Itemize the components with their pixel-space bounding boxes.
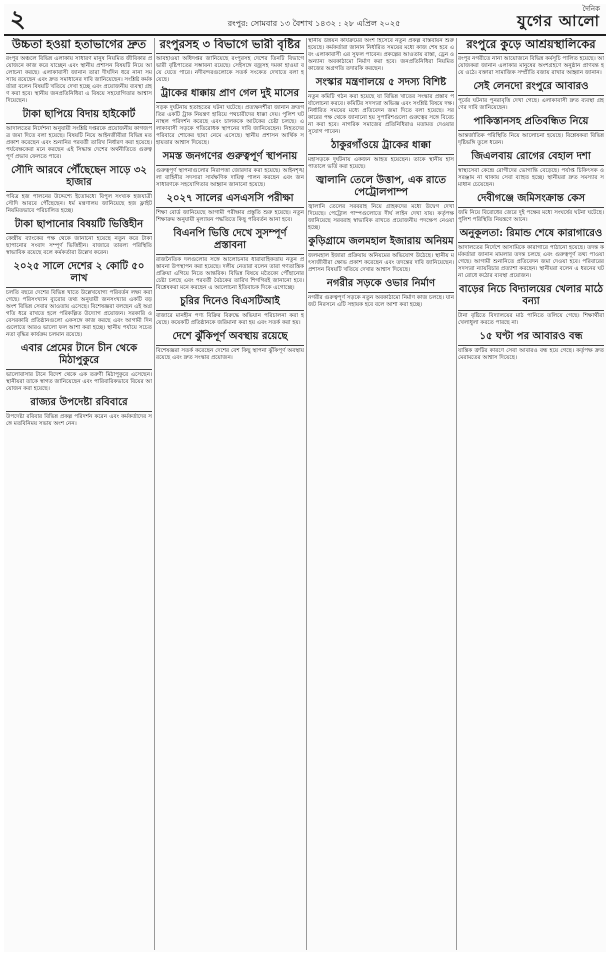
dateline: রংপুর: সোমবার ১৩ বৈশাখ ১৪৩২ : ২৮ এপ্রিল ২০২৫ <box>227 19 401 28</box>
column-3 <box>308 38 454 950</box>
article-headline: এবার প্রেমের টানে চীন থেকে মিঠাপুকুরে <box>6 343 152 370</box>
news-article <box>6 261 152 339</box>
article-body: জলমহাল ইজারা প্রক্রিয়ায় অনিয়মের অভিযোগ উঠেছে। স্থানীয় মৎস্যজীবীরা ক্ষোভ প্রকাশ করেছেন এবং তদন্তের দাবি জানিয়েছেন। প্রশাসন বিষয়টি খতিয়ে দেখার আশ্বাস দিয়েছে। <box>308 253 454 273</box>
article-body: চলতি বছরে দেশের বিভিন্ন খাতে উল্লেখযোগ্য পরিবর্তন লক্ষ্য করা গেছে। পরিসংখ্যান ব্যুরোর তথ্য অনুযায়ী জনসংখ্যার একটি বড় অংশ বিভিন্ন সেবার আওতায় এসেছে। বিশেষজ্ঞরা বলছেন এই অগ্রগতি ধরে রাখতে হলে পরিকল্পিত উদ্যোগ প্রয়োজন। সরকারি ও বেসরকারি প্রতিষ্ঠানগুলো একসঙ্গে কাজ করছে এবং আগামী দিনগুলোতে আরও ভালো ফল আশা করা হচ্ছে। স্থানীয় পর্যায়ে সচেতনতা বৃদ্ধির কার্যক্রম চলমান রয়েছে। <box>6 290 152 338</box>
article-headline: সংস্কার মন্ত্রণালয়ে ৫ সদস্য বিশিষ্ট <box>308 77 454 92</box>
article-headline: বাড়ের নিচে বিদ্যালয়ের খেলার মাঠে বন্যা <box>458 284 604 311</box>
article-headline: টাকা ছাপিয়ে বিদায় হাইকোর্ট <box>6 109 152 124</box>
article-body: বিশেষজ্ঞরা সতর্ক করেছেন দেশের বেশ কিছু স্থাপনা ঝুঁকিপূর্ণ অবস্থায় রয়েছে এবং দ্রুত সংস্কার প্রয়োজন। <box>156 348 304 361</box>
news-article <box>458 228 604 280</box>
column-1 <box>6 38 152 950</box>
news-article <box>6 397 152 428</box>
article-body: সড়ক দুর্ঘটনায় হতাহতের ঘটনা ঘটেছে। প্রত্যক্ষদর্শীরা জানান দ্রুতগতির একটি ট্রাক নিয়ন্ত্রণ হারিয়ে পথচারীদের ধাক্কা দেয়। পুলিশ ঘটনাস্থল পরিদর্শন করেছে এবং চালককে আটকের চেষ্টা চলছে। এলাকাবাসী সড়কে গতিরোধক স্থাপনের দাবি জানিয়েছেন। নিহতদের পরিবারে শোকের ছায়া নেমে এসেছে। স্থানীয় প্রশাসন আর্থিক সহায়তার আশ্বাস দিয়েছে। <box>156 105 304 146</box>
news-article <box>156 88 304 147</box>
article-body: যান্ত্রিক ত্রুটির কারণে সেবা আবারও বন্ধ হয়ে গেছে। কর্তৃপক্ষ দ্রুত মেরামতের আশ্বাস দিয়েছে। <box>458 348 604 361</box>
article-body: নগরীর গুরুত্বপূর্ণ সড়কে নতুন অবকাঠামো নির্মাণ কাজ চলছে। যানজট নিরসনে এটি সহায়ক হবে বলে আশা করা হচ্ছে। <box>308 295 454 308</box>
news-article <box>156 151 304 189</box>
article-body: রংপুর অঞ্চলে বিভিন্ন এলাকায় সাধারণ মানুষ নিয়মিত জীবিকার প্রয়োজনে কাজ করে যাচ্ছেন এবং স্থানীয় প্রশাসন বিষয়টি নিয়ে আলোচনা করছে। এলাকাবাসী জানান তারা দীর্ঘদিন ধরে নানা সমস্যায় রয়েছেন এবং দ্রুত সমাধানের দাবি জানিয়েছেন। সংশ্লিষ্ট কর্মকর্তারা বলেন বিষয়টি খতিয়ে দেখা হচ্ছে এবং প্রয়োজনীয় ব্যবস্থা গ্রহণ করা হবে। স্থানীয় জনপ্রতিনিধিরা এ বিষয়ে সহযোগিতার আশ্বাস দিয়েছেন। <box>6 56 152 104</box>
news-article <box>458 284 604 327</box>
article-body: রাজনৈতিক দলগুলোর সঙ্গে আলোচনার ধারাবাহিকতায় নতুন প্রস্তাবনা উপস্থাপন করা হয়েছে। দলীয় নেতারা বলেন তারা গণতান্ত্রিক প্রক্রিয়া এগিয়ে নিতে আন্তরিক। বিভিন্ন বিষয়ে মতৈক্যে পৌঁছানোর চেষ্টা চলছে এবং পরবর্তী বৈঠকের তারিখ শিগগিরই জানানো হবে। বিশ্লেষকরা মনে করছেন এ আলোচনা ইতিবাচক দিকে এগোচ্ছে। <box>156 257 304 291</box>
news-article <box>156 296 304 327</box>
article-headline: ট্রাকের ধাক্কায় প্রাণ গেল দুই মাসের <box>156 88 304 103</box>
article-body: আবহাওয়া অধিদপ্তর জানিয়েছে রংপুরসহ দেশের তিনটি বিভাগে ভারী বৃষ্টিপাতের সম্ভাবনা রয়েছে। সেইসঙ্গে বজ্রসহ দমকা হাওয়া বয়ে যেতে পারে। নদীবন্দরগুলোকে সতর্ক সংকেত দেখাতে বলা হয়েছে। <box>156 56 304 83</box>
article-headline: সৌদি আরবে পৌঁছেছেন সাড়ে ৩২ হাজার <box>6 165 152 192</box>
article-body: মহাসড়কে দুর্ঘটনায় একজন আহত হয়েছেন। তাকে স্থানীয় হাসপাতালে ভর্তি করা হয়েছে। <box>308 157 454 170</box>
article-headline: টাকা ছাপানোর বিষয়টি ভিত্তিহীন <box>6 219 152 234</box>
news-article <box>156 38 304 84</box>
news-article <box>458 38 604 77</box>
article-headline: ২০২৭ সালের এসএসসি পরীক্ষা <box>156 193 304 208</box>
news-article <box>458 116 604 147</box>
masthead <box>4 4 606 36</box>
news-article <box>458 151 604 189</box>
logo-line2: যুগের আলো <box>516 12 600 30</box>
article-body: ভালোবাসার টানে বিদেশ থেকে এক তরুণী মিঠাপুকুরে এসেছেন। স্থানীয়রা তাকে স্বাগত জানিয়েছেন এবং পারিবারিকভাবে বিয়ের আয়োজন করা হয়েছে। <box>6 372 152 392</box>
news-article <box>308 77 454 136</box>
column-2 <box>156 38 304 950</box>
article-body: উপদেষ্টা রবিবার বিভিন্ন প্রকল্প পরিদর্শন করেন এবং কর্মকর্তাদের সঙ্গে মতবিনিময় সভায় অংশ নেন। <box>6 414 152 427</box>
article-headline: দেশে ঝুঁকিপূর্ণ অবস্থায় রয়েছে <box>156 331 304 346</box>
article-body: স্বাস্থ্যসেবা কেন্দ্রে রোগীদের ভোগান্তি বেড়েছে। পর্যাপ্ত চিকিৎসক ও সরঞ্জাম না থাকায় সেবা ব্যাহত হচ্ছে। স্থানীয়রা দ্রুত সমস্যার সমাধান চেয়েছেন। <box>458 168 604 188</box>
article-headline: জ্বালানি তেলে উত্তাপ, এক রাতে পেট্রোলপাম্প <box>308 175 454 202</box>
news-article <box>6 165 152 215</box>
article-headline: বিএনপি ভিত্তি দেখে সুসম্পূর্ণ প্রস্তাবনা <box>156 228 304 255</box>
article-body: পূর্বের ঘটনার পুনরাবৃত্তি দেখা গেছে। এলাকাবাসী দ্রুত ব্যবস্থা গ্রহণের দাবি জানিয়েছেন। <box>458 98 604 111</box>
news-article <box>308 38 454 73</box>
news-article <box>156 228 304 292</box>
article-body: কেন্দ্রীয় ব্যাংকের পক্ষ থেকে জানানো হয়েছে নতুন করে টাকা ছাপানোর সংবাদ সম্পূর্ণ ভিত্তিহীন। বাজারে তারল্য পরিস্থিতি স্বাভাবিক রয়েছে বলে কর্মকর্তারা উল্লেখ করেন। <box>6 236 152 256</box>
news-article <box>156 331 304 362</box>
newspaper-logo <box>508 5 600 31</box>
article-body: বাজারে মানহীন পণ্য বিক্রির বিরুদ্ধে অভিযান পরিচালনা করা হয়েছে। কয়েকটি প্রতিষ্ঠানকে জরিমানা করা হয় এবং সতর্ক করা হয়। <box>156 313 304 326</box>
logo-line1: দৈনিক <box>582 5 600 13</box>
news-article <box>458 193 604 224</box>
article-headline: রংপুরসহ ৩ বিভাগে ভারী বৃষ্টির <box>156 38 304 54</box>
article-body: আদালতের নির্দেশনা অনুযায়ী সংশ্লিষ্ট দপ্তরকে প্রয়োজনীয় কাগজপত্র জমা দিতে বলা হয়েছে। বিষয়টি নিয়ে আইনজীবীরা বিভিন্ন মত প্রকাশ করেছেন এবং শুনানির পরবর্তী তারিখ নির্ধারণ করা হয়েছে। পর্যবেক্ষকেরা মনে করছেন এই সিদ্ধান্ত দেশের অর্থনীতিতে গুরুত্বপূর্ণ প্রভাব ফেলতে পারে। <box>6 126 152 160</box>
article-body: গুরুত্বপূর্ণ স্থাপনাগুলোর নিরাপত্তা জোরদার করা হয়েছে। আইনশৃঙ্খলা বাহিনীর সদস্যরা সার্বক্ষণিক দায়িত্ব পালন করছেন এবং জনসাধারণকে সহযোগিতার আহ্বান জানানো হয়েছে। <box>156 168 304 188</box>
article-headline: কুড়িগ্রামে জলমহাল ইজারায় অনিয়ম <box>308 236 454 251</box>
article-body: শিক্ষা বোর্ড জানিয়েছে আগামী পরীক্ষার প্রস্তুতি শুরু হয়েছে। নতুন শিক্ষাক্রম অনুযায়ী মূল্যায়ন পদ্ধতিতে কিছু পরিবর্তন আনা হবে। <box>156 210 304 223</box>
article-headline: রাজ্যর উপদেষ্টা রবিবারে <box>6 397 152 412</box>
article-headline: ঠাকুরগাঁওয়ে ট্রাকের ধাক্কা <box>308 140 454 155</box>
news-article <box>308 236 454 274</box>
article-body: আদালতের নির্দেশে আসামিকে কারাগারে পাঠানো হয়েছে। তদন্ত কর্মকর্তারা জানান মামলার তদন্ত চলছে এবং গুরুত্বপূর্ণ তথ্য পাওয়া গেছে। আগামী শুনানিতে প্রতিবেদন জমা দেওয়া হবে। পরিবারের সদস্যরা ন্যায়বিচার প্রত্যাশা করছেন। স্থানীয়রা বলেন এ ধরনের ঘটনা রোধে কঠোর ব্যবস্থা প্রয়োজন। <box>458 245 604 279</box>
article-headline: নগরীর সড়কে ওভার নির্মাণ <box>308 278 454 293</box>
column-rule <box>306 38 307 950</box>
news-article <box>6 109 152 161</box>
article-headline: দেবীগঞ্জে জমিসংক্রান্ত কেস <box>458 193 604 208</box>
news-article <box>308 278 454 309</box>
page-number: ২ <box>10 4 26 33</box>
news-article <box>6 343 152 393</box>
article-body: জমি নিয়ে বিরোধের জেরে দুই পক্ষের মধ্যে সংঘর্ষের ঘটনা ঘটেছে। পুলিশ পরিস্থিতি নিয়ন্ত্রণে আনে। <box>458 210 604 223</box>
news-article <box>6 219 152 257</box>
article-headline: চুরির দিনেও বিএসটিআই <box>156 296 304 311</box>
article-headline: সেই লেনদো রংপুরে আবারও <box>458 81 604 96</box>
article-headline: জিএলবায় রোগের বেহাল দশা <box>458 151 604 166</box>
column-rule <box>456 38 457 950</box>
column-4 <box>458 38 604 950</box>
article-body: নতুন কমিটি গঠন করা হয়েছে যা বিভিন্ন খাতের সংস্কার প্রস্তাব পর্যালোচনা করবে। কমিটির সদস্যরা অভিজ্ঞ এবং সংশ্লিষ্ট বিষয়ে দক্ষ। নির্ধারিত সময়ের মধ্যে প্রতিবেদন জমা দিতে বলা হয়েছে। সরকারের পক্ষ থেকে জানানো হয় সুপারিশগুলো গুরুত্বের সঙ্গে বিবেচনা করা হবে। নাগরিক সমাজের প্রতিনিধিরাও মতামত দেওয়ার সুযোগ পাবেন। <box>308 94 454 135</box>
news-article <box>156 193 304 224</box>
article-body: পবিত্র হজ পালনের উদ্দেশ্যে ইতোমধ্যে বিপুল সংখ্যক হজযাত্রী সৌদি আরবে পৌঁছেছেন। ধর্ম মন্ত্রণালয় জানিয়েছে হজ ফ্লাইট নিয়মিতভাবে পরিচালিত হচ্ছে। <box>6 194 152 214</box>
article-headline: ১৫ ঘণ্টা পর আবারও বন্ধ <box>458 331 604 346</box>
article-body: টানা বৃষ্টিতে বিদ্যালয়ের মাঠ পানিতে তলিয়ে গেছে। শিক্ষার্থীরা খেলাধুলা করতে পারছে না। <box>458 313 604 326</box>
news-article <box>458 331 604 362</box>
article-body: স্থানীয় উন্নয়ন কার্যক্রমের অংশ হিসেবে নতুন প্রকল্প বাস্তবায়ন শুরু হয়েছে। কর্মকর্তারা জানান নির্ধারিত সময়ের মধ্যে কাজ শেষ হবে এবং এলাকাবাসী এর সুফল পাবেন। প্রকল্পের আওতায় রাস্তা, ড্রেন ও অন্যান্য অবকাঠামো নির্মাণ করা হবে। জনপ্রতিনিধিরা নিয়মিত কাজের অগ্রগতি তদারকি করছেন। <box>308 38 454 72</box>
article-headline: ২০২৫ সালে দেশের ২ কোটি ৫০ লাখ <box>6 261 152 288</box>
news-article <box>308 140 454 171</box>
article-headline: সমস্ত জনগণের গুরুত্বপূর্ণ স্থাপনায় <box>156 151 304 166</box>
news-article <box>6 38 152 105</box>
article-headline: রংপুরে কুড়ে আশ্রয়স্থালিকের <box>458 38 604 54</box>
news-article <box>458 81 604 112</box>
newspaper-page <box>4 4 606 952</box>
column-rule <box>154 38 155 950</box>
news-article <box>308 175 454 232</box>
article-body: রংপুর নগরীতে নানা আয়োজনে বিভিন্ন কর্মসূচি পালিত হয়েছে। আয়োজকরা জানান এলাকার মানুষের অংশগ্রহণে অনুষ্ঠান প্রাণবন্ত হয়ে ওঠে। বক্তারা সামাজিক সম্প্রীতি বজায় রাখার আহ্বান জানান। <box>458 56 604 76</box>
article-headline: অনুকূলতা: রিমান্ড শেষে কারাগারেও <box>458 228 604 243</box>
article-body: আন্তর্জাতিক পরিস্থিতি নিয়ে আলোচনা হয়েছে। বিশ্লেষকরা বিভিন্ন দৃষ্টিভঙ্গি তুলে ধরেন। <box>458 133 604 146</box>
article-headline: উচ্চতা হওয়া হতাভাগের দ্রুত <box>6 38 152 54</box>
article-body: জ্বালানি তেলের সরবরাহ নিয়ে গ্রাহকদের মধ্যে উদ্বেগ দেখা দিয়েছে। পেট্রোল পাম্পগুলোতে দীর্ঘ লাইন দেখা যায়। কর্তৃপক্ষ জানিয়েছে সরবরাহ স্বাভাবিক রাখতে প্রয়োজনীয় পদক্ষেপ নেওয়া হচ্ছে। <box>308 204 454 231</box>
article-headline: পাকিস্তানসহ প্রতিবন্ধিত নিয়ে <box>458 116 604 131</box>
